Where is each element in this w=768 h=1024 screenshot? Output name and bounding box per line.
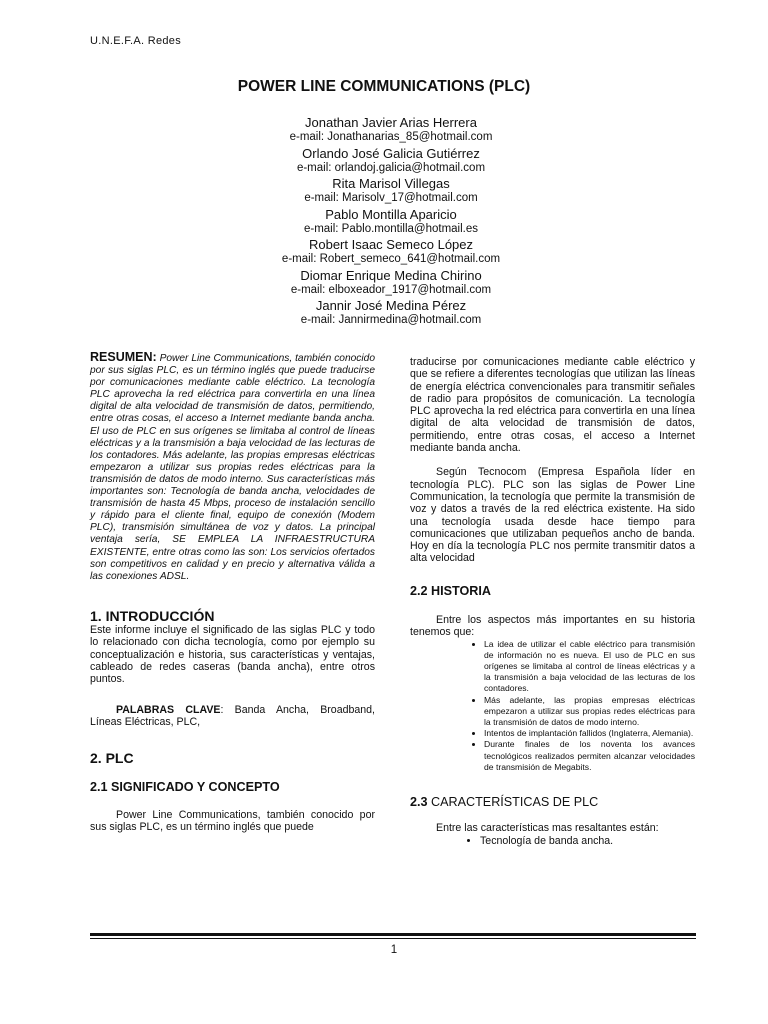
caracteristicas-intro: Entre las características mas resaltantes están: xyxy=(436,822,659,835)
historia-intro: Entre los aspectos más importantes en su historia tenemos que: xyxy=(410,614,695,639)
historia-list xyxy=(410,639,695,773)
abstract-text: Power Line Communications, también conocido por sus siglas PLC, es un término inglés que puede traducirse por comunicaciones mediante cable eléctrico. La tecnología PLC aprovecha la red eléctrica para convertirla en una línea digital de alta velocidad de transmisión de datos, permitiendo, entre otras cosas, el acceso a Internet mediante banda ancha. El uso de PLC en sus orígenes se limitaba al control de líneas eléctricas y a la transmisión a baja velocidad de las lecturas de los contadores. Más adelante, las propias empresas eléctricas empezaron a utilizar sus propias redes eléctricas para la transmisión de datos de modo interno. Sus características más importantes son: Tecnología de banda ancha, velocidades de transmisión de hasta 45 Mbps, proceso de instalación sencillo y rápido para el cliente final, equipo de conexión (Modem PLC), transmisión simultánea de voz y datos. La principal ventaja sería, SE EMPLEA LA INFRAESTRUCTURA EXISTENTE, entre otras como las son: Los servicios ofertados son competitivos en calidad y en precio y alternativa válida a las conexiones ADSL. xyxy=(90,353,375,582)
page-number: 1 xyxy=(390,944,398,956)
list-item: • Intentos de implantación fallidos (Inglaterra, Alemania). xyxy=(484,728,695,739)
section-2-2-heading: 2.2 HISTORIA xyxy=(410,583,491,598)
list-item: • Durante finales de los noventa los avances tecnológicos realizados permiten alcanzar velocidades de transmisión de Megabits. xyxy=(484,739,695,773)
author-name: Rita Marisol Villegas xyxy=(332,176,450,191)
author-email: e-mail: Robert_semeco_641@hotmail.com xyxy=(281,253,501,265)
list-item: • La idea de utilizar el cable eléctrico para transmisión de información no es nueva. El uso de PLC en sus orígenes se limitaba al control de líneas eléctricas y a la transmisión a baja velocidad de las lecturas de los contadores. xyxy=(484,639,695,695)
running-head: U.N.E.F.A. Redes xyxy=(90,35,181,47)
section-2-heading: 2. PLC xyxy=(90,750,134,767)
tecnocom-paragraph: Según Tecnocom (Empresa Española líder en tecnología PLC). PLC son las siglas de Power Line Communication, la tecnología que permite la transmisión de voz y datos a través de la red eléctrica existente. Ha sido una tecnología usada desde hace tiempo para comunicaciones que utilizaban pequeños ancho de banda. Hoy en día la tecnología PLC nos permite transmitir datos a alta velocidad xyxy=(410,466,695,565)
footer-rule-thin xyxy=(90,938,696,939)
author-name: Diomar Enrique Medina Chirino xyxy=(300,267,482,283)
section-2-3-heading xyxy=(410,796,695,808)
author-email: e-mail: elboxeador_1917@hotmail.com xyxy=(290,283,492,296)
section-2-3-title: CARACTERÍSTICAS DE PLC xyxy=(427,795,599,810)
keywords-label: PALABRAS CLAVE xyxy=(116,703,221,716)
section-2-3-number: 2.3 xyxy=(410,795,428,810)
section-2-1-heading: 2.1 SIGNIFICADO Y CONCEPTO xyxy=(90,780,280,795)
author-name: Jannir José Medina Pérez xyxy=(315,298,467,313)
list-item: • Más adelante, las propias empresas eléctricas empezaron a utilizar sus propias redes eléctricas para la transmisión de datos de modo interno. xyxy=(484,695,695,729)
author-email: e-mail: Jonathanarias_85@hotmail.com xyxy=(289,131,493,143)
caracteristicas-list xyxy=(410,835,695,847)
author-list xyxy=(0,115,768,329)
paper-title: POWER LINE COMMUNICATIONS (PLC) xyxy=(237,78,531,95)
intro-text: Este informe incluye el significado de las siglas PLC y todo lo relacionado con dicha tecnología, como por ejemplo su conceptualización e historia, sus características y ventajas, cableado de redes caseras (banda ancha), entre otros puntos. xyxy=(90,624,375,686)
intro-heading: 1. INTRODUCCIÓN xyxy=(90,607,215,624)
keywords xyxy=(90,704,375,729)
left-column xyxy=(90,351,375,833)
section-2-1-text: Power Line Communications, también conocido por sus siglas PLC, es un término inglés que puede xyxy=(90,808,375,834)
author-name: Orlando José Galicia Gutiérrez xyxy=(302,145,480,161)
author-email: e-mail: Jannirmedina@hotmail.com xyxy=(300,314,482,326)
keywords-text: : Banda Ancha, Broadband, Líneas Eléctricas, PLC, xyxy=(90,703,375,728)
author-name: Robert Isaac Semeco López xyxy=(308,237,474,252)
abstract-label: RESUMEN: xyxy=(90,350,157,364)
author-name: Jonathan Javier Arias Herrera xyxy=(305,115,477,130)
author-email: e-mail: Pablo.montilla@hotmail.es xyxy=(303,222,479,235)
author-email: e-mail: orlandoj.galicia@hotmail.com xyxy=(296,161,486,174)
author-email: e-mail: Marisolv_17@hotmail.com xyxy=(304,192,478,204)
right-column xyxy=(410,356,695,847)
footer-rule xyxy=(90,933,696,936)
list-item: • Tecnología de banda ancha. xyxy=(480,835,695,847)
section-2-1-continued: traducirse por comunicaciones mediante cable eléctrico y que se refiere a diferentes tecnologías que utilizan las líneas de energía eléctrica convencionales para transmitir señales de radio para propósitos de comunicación. La tecnología PLC aprovecha la red eléctrica para convertirla en una línea digital de alta velocidad de transmisión de datos, permitiendo, entre otras cosas, el acceso a Internet mediante banda ancha. xyxy=(410,356,695,455)
abstract xyxy=(90,351,375,583)
author-name: Pablo Montilla Aparicio xyxy=(325,206,457,222)
